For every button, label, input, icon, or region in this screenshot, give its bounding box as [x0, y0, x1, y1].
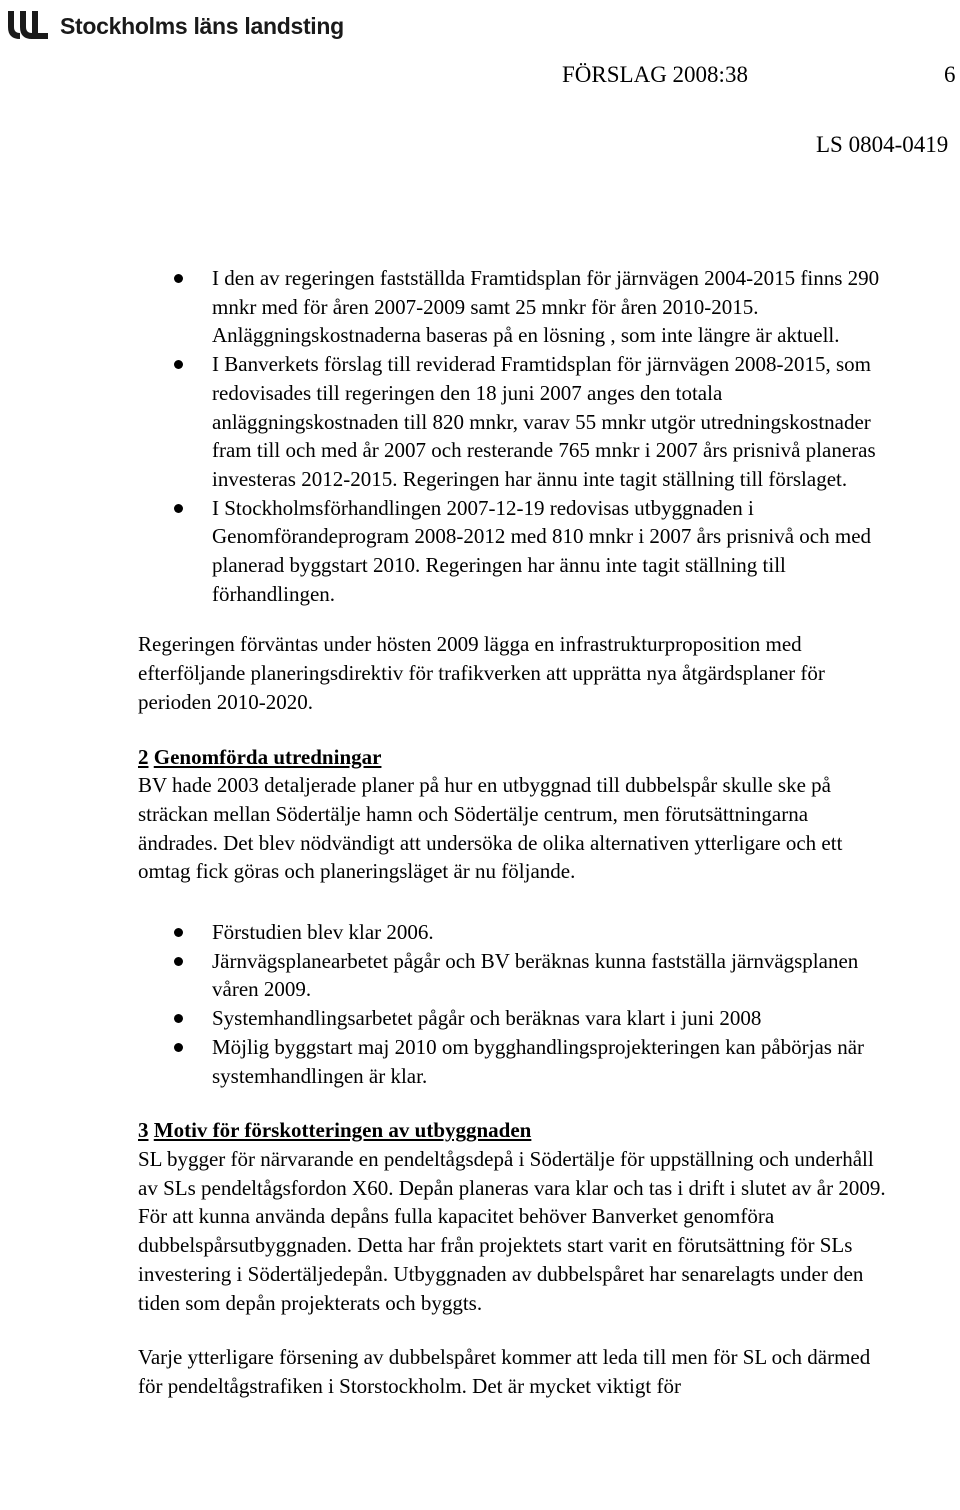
list-item: Järnvägsplanearbetet pågår och BV beräknas kunna fastställa järnvägsplanen våren 2009.	[138, 947, 890, 1004]
planning-status-list	[138, 918, 890, 1090]
paragraph: Regeringen förväntas under hösten 2009 lägga en infrastrukturproposition med efterföljande planeringsdirektiv för trafikverken att upprätta nya åtgärdsplaner för perioden 2010-2020.	[138, 632, 825, 714]
document-reference: LS 0804-0419	[816, 132, 949, 157]
bullet-icon	[174, 1043, 183, 1052]
bullet-icon	[174, 1014, 183, 1023]
bullet-icon	[174, 504, 183, 513]
sll-logo-icon	[4, 9, 50, 43]
bullet-icon	[174, 928, 183, 937]
bullet-icon	[174, 957, 183, 966]
document-title: FÖRSLAG 2008:38	[562, 62, 748, 87]
paragraph: SL bygger för närvarande en pendeltågsdepå i Södertälje för uppställning och underhåll av SLs pendeltågsfordon X60. Depån planeras vara klar och tas i drift i slutet av år 2009. För att kunna använda depåns fulla kapacitet behöver Banverket genomföra dubbelspårsutbyggnaden. Detta har från projektets start varit en förutsättning för SLs investering i Södertäljedepån. Utbyggnaden av dubbelspåret har senarelagts under den tiden som depån projekterats och byggts.	[138, 1146, 886, 1315]
section-number: 2	[138, 744, 149, 769]
paragraph: Varje ytterligare försening av dubbelspåret kommer att leda till men för SL och därmed för pendeltågstrafiken i Storstockholm. Det är mycket viktigt för	[138, 1345, 871, 1398]
section-title: Motiv för förskotteringen av utbyggnaden	[153, 1118, 532, 1143]
section-title: Genomförda utredningar	[153, 744, 382, 769]
bullet-icon	[174, 274, 183, 283]
section-number: 3	[138, 1118, 149, 1143]
list-item: Möjlig byggstart maj 2010 om bygghandlingsprojekteringen kan påbörjas när systemhandlingen är klar.	[138, 1033, 890, 1090]
funding-status-list	[138, 264, 890, 608]
section-heading	[138, 743, 890, 772]
page-number: 6	[944, 62, 956, 87]
list-item: Systemhandlingsarbetet pågår och beräknas vara klart i juni 2008	[138, 1004, 890, 1033]
list-item: I Stockholmsförhandlingen 2007-12-19 redovisas utbyggnaden i Genomförandeprogram 2008-2012 med 810 mnkr i 2007 års prisnivå och med planerad byggstart 2010. Regeringen har ännu inte tagit ställning till förhandlingen.	[138, 494, 890, 609]
list-item: I den av regeringen fastställda Framtidsplan för järnvägen 2004-2015 finns 290 mnkr med för åren 2007-2009 samt 25 mnkr för åren 2010-2015. Anläggningskostnaderna baseras på en lösning , som inte längre är aktuell.	[138, 264, 890, 350]
bullet-icon	[174, 360, 183, 369]
list-item: Förstudien blev klar 2006.	[138, 918, 890, 947]
paragraph: BV hade 2003 detaljerade planer på hur en utbyggnad till dubbelspår skulle ske på sträckan mellan Södertälje hamn och Södertälje centrum, men förutsättningarna ändrades. Det blev nödvändigt att undersöka de olika alternativen ytterligare och ett omtag fick göras och planeringsläget är nu följande.	[138, 773, 843, 884]
document-body	[138, 264, 890, 1401]
org-logo	[4, 8, 344, 44]
list-item: I Banverkets förslag till reviderad Framtidsplan för järnvägen 2008-2015, som redovisades till regeringen den 18 juni 2007 anges den totala anläggningskostnaden till 820 mnkr, varav 55 mnkr utgör utredningskostnader fram till och med år 2007 och resterande 765 mnkr i 2007 års prisnivå planeras investeras 2012-2015. Regeringen har ännu inte tagit ställning till förslaget.	[138, 350, 890, 494]
org-name: Stockholms läns landsting	[60, 12, 344, 39]
section-heading	[138, 1116, 890, 1145]
